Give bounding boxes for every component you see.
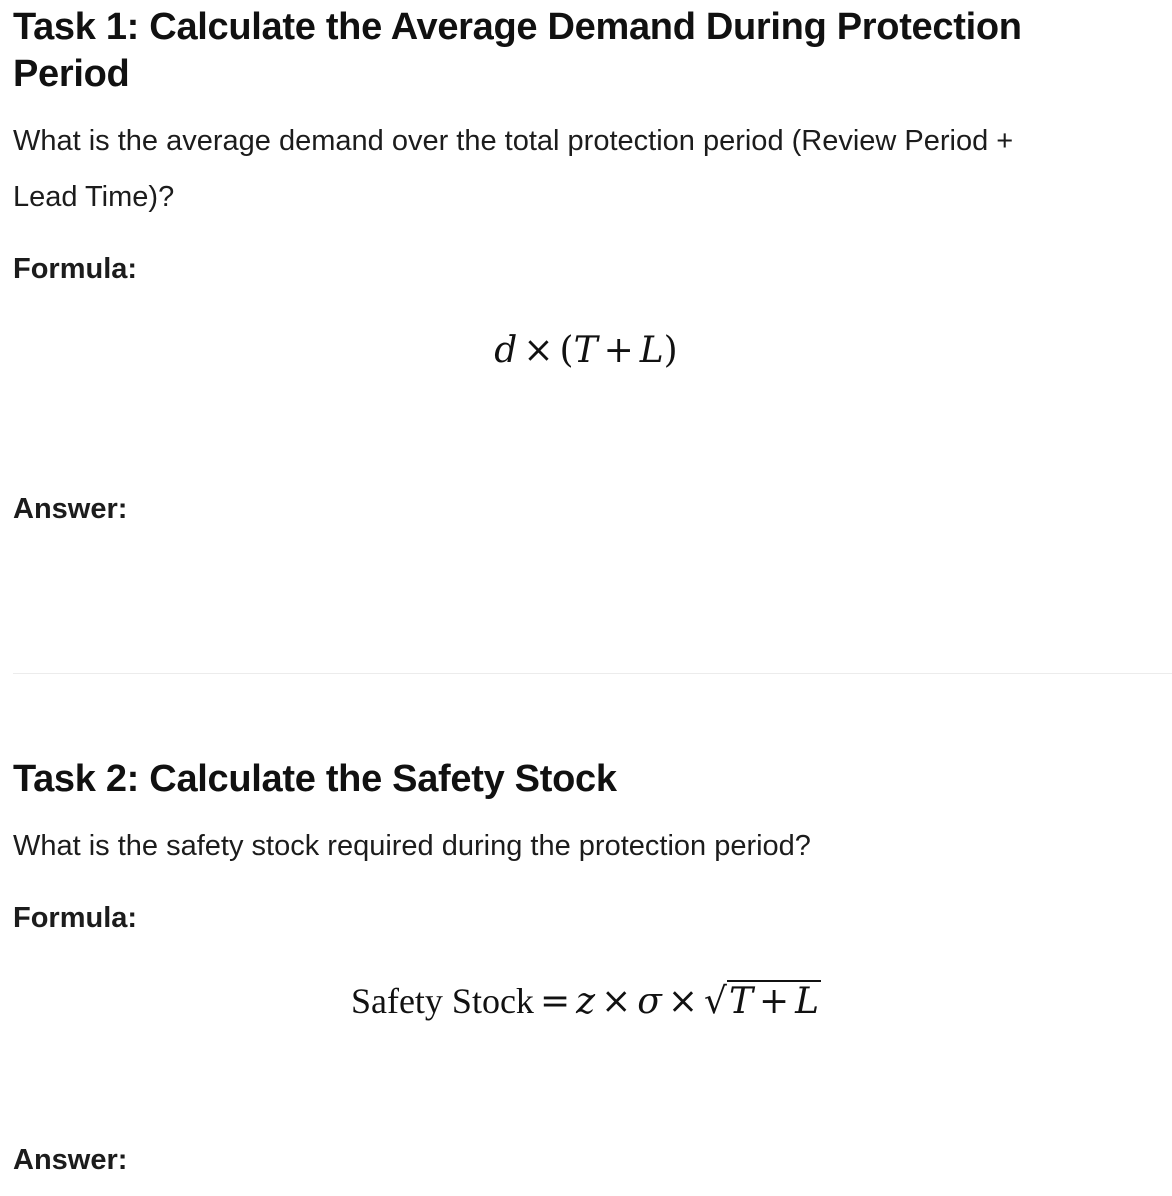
formula-var-t: T [728, 981, 753, 1022]
task1-question [13, 113, 1013, 225]
task2-question: What is the safety stock required during the protection period? [13, 830, 811, 862]
task2-title: Task 2: Calculate the Safety Stock [13, 758, 617, 800]
formula-plus: + [758, 981, 790, 1022]
formula-var-z: z [576, 981, 596, 1022]
formula-sqrt [704, 977, 821, 1027]
sqrt-sign: √ [704, 981, 727, 1022]
formula-times: × [523, 330, 554, 371]
formula-var-t: T [573, 330, 598, 371]
task1-answer-label: Answer: [13, 493, 128, 525]
task2-formula [0, 976, 1172, 1027]
formula-equals: = [539, 981, 571, 1022]
sqrt-body [727, 980, 821, 1022]
task1-question-line1: What is the average demand over the total protection period (Review Period + [13, 125, 1014, 157]
formula-var-l: L [795, 981, 820, 1022]
task1-formula [0, 326, 1172, 376]
formula-var-d: d [494, 330, 518, 371]
formula-lhs: Safety Stock [350, 981, 534, 1021]
formula-var-sigma: σ [637, 981, 662, 1022]
task2-answer-label: Answer: [13, 1144, 128, 1176]
formula-plus: + [603, 330, 634, 371]
task1-title-line2: Period [13, 53, 130, 95]
section-divider [13, 673, 1172, 674]
formula-times-2: × [667, 981, 698, 1022]
formula-open-paren: ( [559, 330, 574, 371]
task1-formula-label: Formula: [13, 253, 138, 285]
task2-formula-label: Formula: [13, 902, 138, 934]
formula-close-paren: ) [663, 330, 678, 371]
task1-title [13, 4, 1022, 98]
formula-times-1: × [601, 981, 632, 1022]
task1-question-line2: Lead Time)? [13, 181, 175, 213]
task1-title-line1: Task 1: Calculate the Average Demand During Protection [13, 6, 1022, 48]
formula-var-l: L [639, 330, 664, 371]
